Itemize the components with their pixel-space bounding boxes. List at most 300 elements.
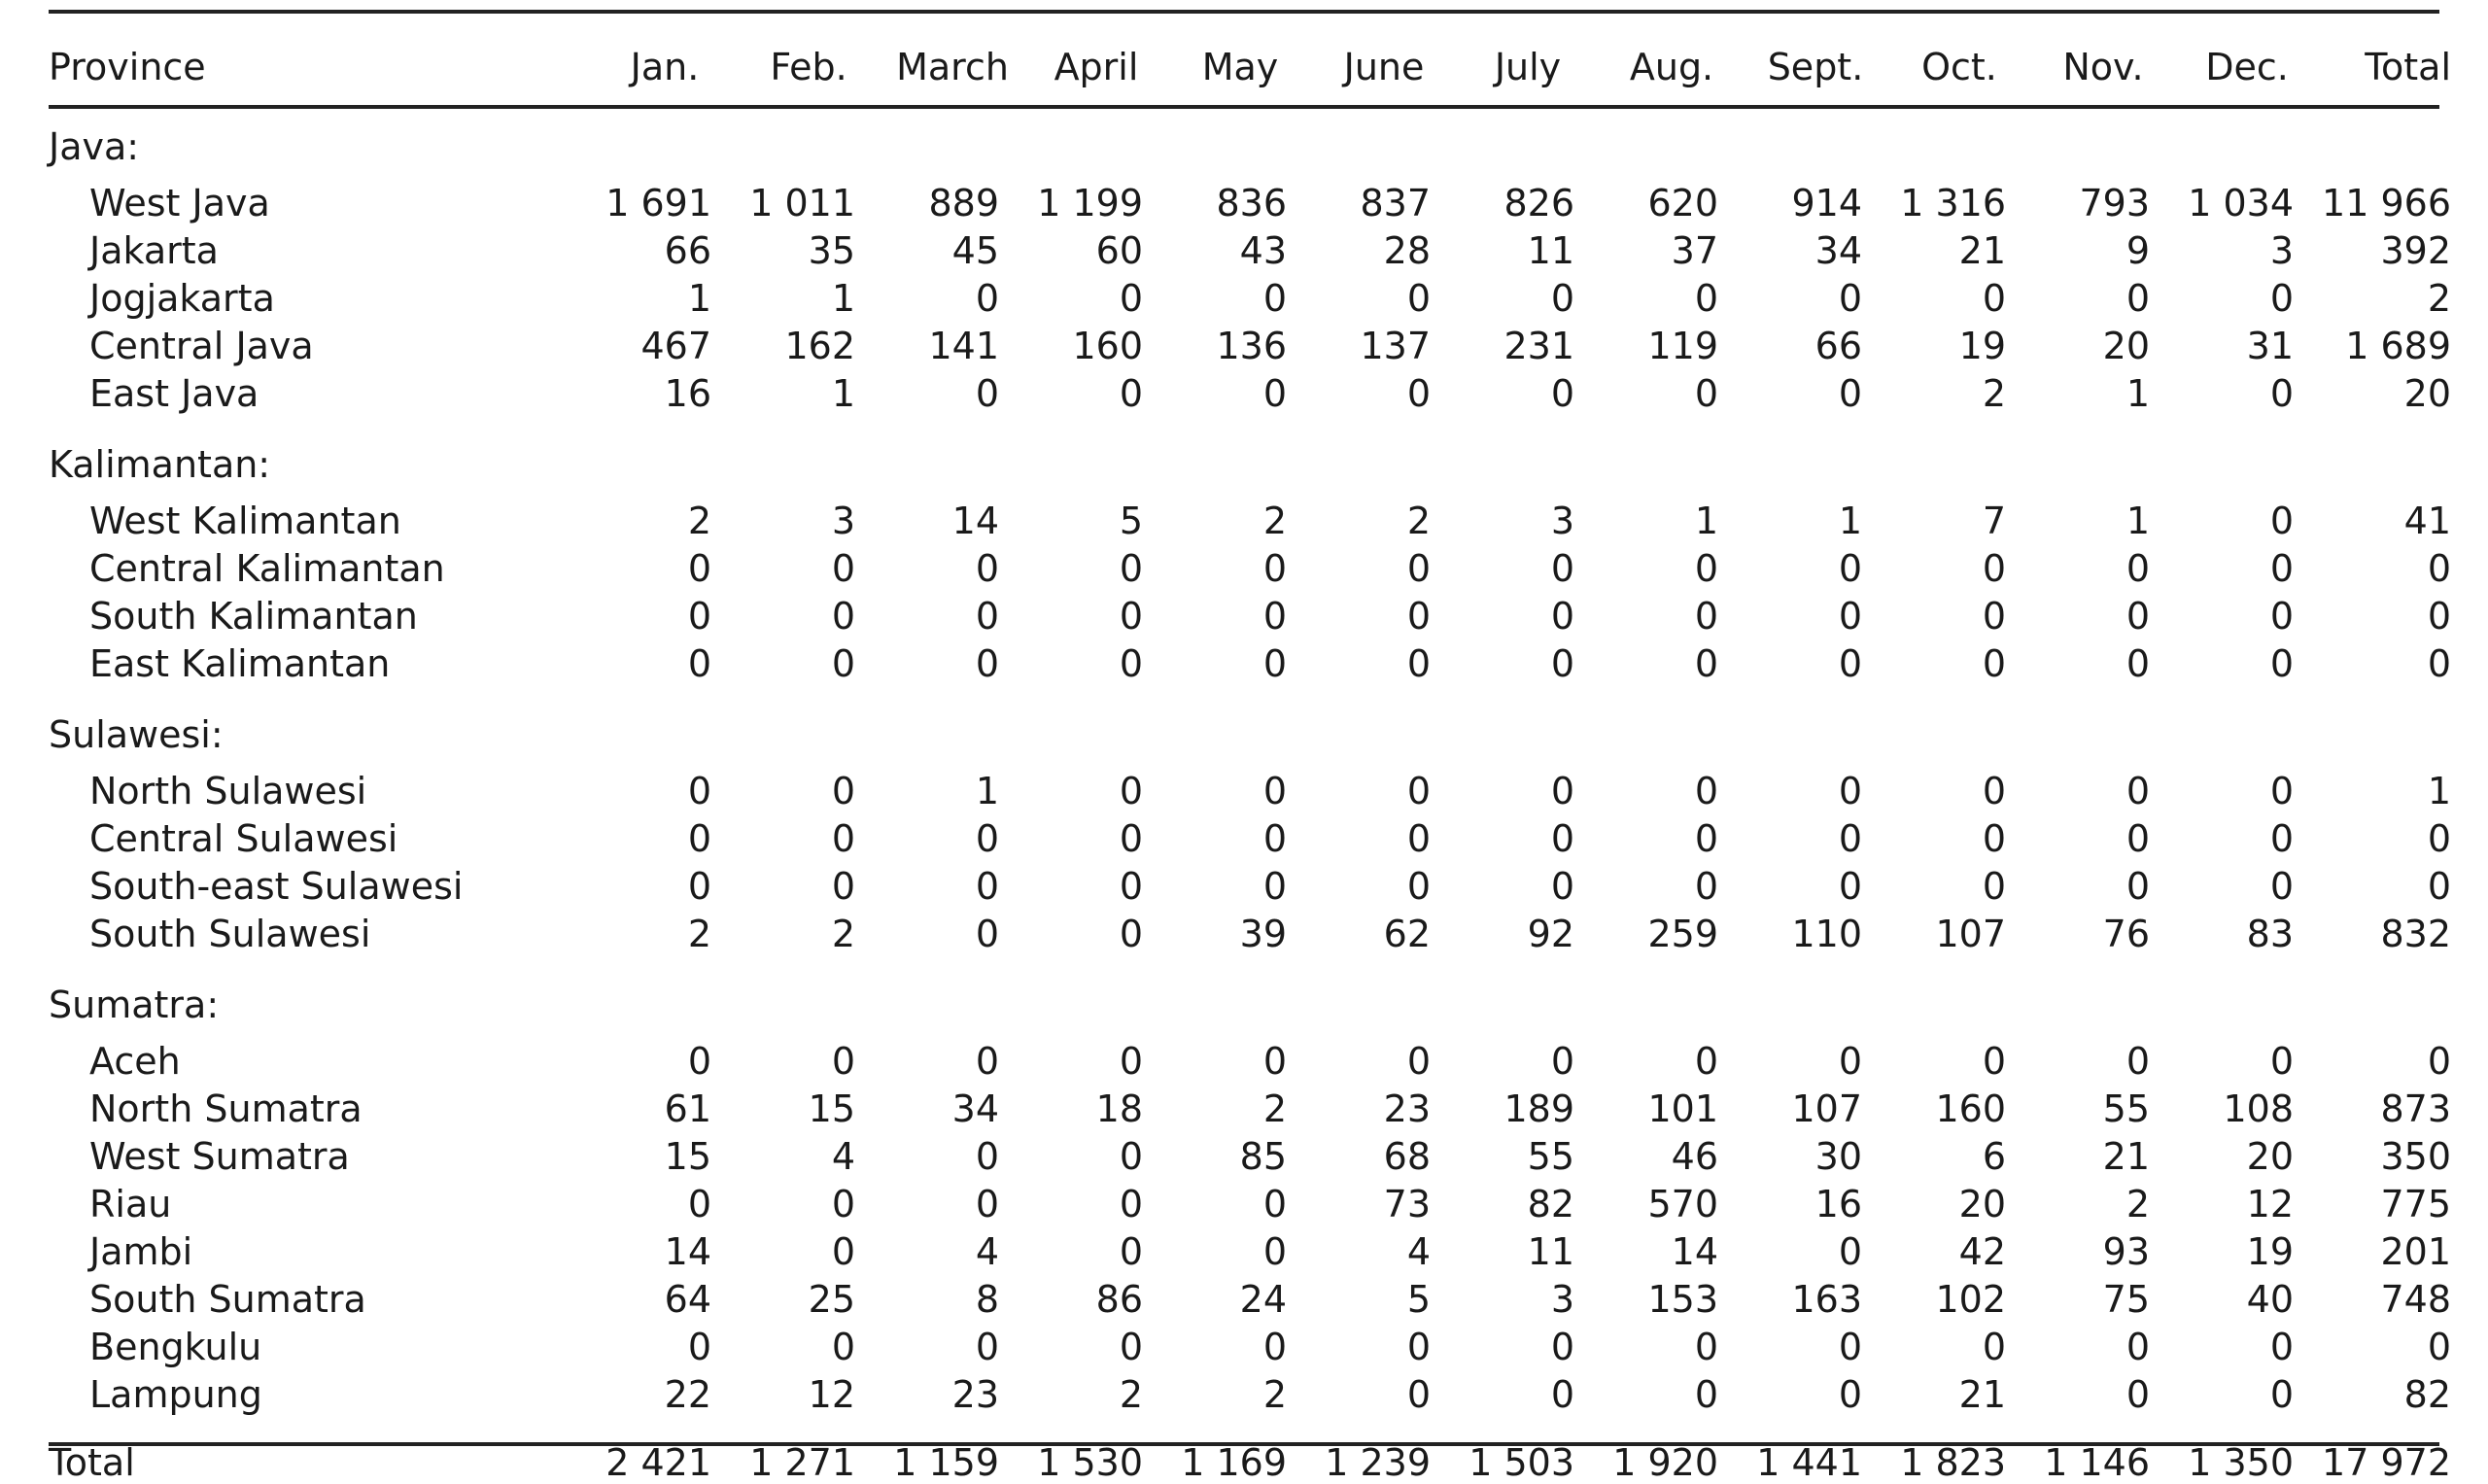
table-row — [49, 1178, 2461, 1225]
month-value-cell: 0 — [1550, 1326, 1574, 1368]
month-value-cell: 0 — [1119, 547, 1143, 590]
province-monthly-table — [49, 29, 2461, 1484]
month-value-cell: 889 — [928, 182, 999, 224]
row-total-cell: 1 689 — [2345, 325, 2451, 367]
month-value-cell: 0 — [1982, 595, 2006, 638]
column-header: Sept. — [1767, 46, 1864, 88]
month-value-cell: 2 — [1406, 500, 1431, 542]
table-sheet — [49, 10, 2451, 1484]
column-header: March — [896, 46, 1009, 88]
month-value-cell: 60 — [1095, 229, 1143, 272]
month-value-cell: 0 — [1119, 770, 1143, 812]
region-label: Java: — [49, 125, 140, 168]
column-header: June — [1343, 46, 1425, 88]
month-value-cell: 0 — [2269, 277, 2294, 320]
month-value-cell: 0 — [687, 547, 711, 590]
month-value-cell: 66 — [1814, 325, 1862, 367]
month-value-cell: 1 — [1838, 500, 1862, 542]
row-total-cell: 0 — [2427, 595, 2451, 638]
month-value-cell: 23 — [1383, 1087, 1431, 1130]
province-name: North Sumatra — [89, 1087, 363, 1130]
month-value-cell: 66 — [664, 229, 711, 272]
month-value-cell: 43 — [1239, 229, 1287, 272]
month-value-cell: 0 — [2125, 817, 2150, 860]
month-value-cell: 14 — [951, 500, 999, 542]
month-value-cell: 2 — [687, 500, 711, 542]
month-value-cell: 108 — [2223, 1087, 2294, 1130]
month-value-cell: 0 — [1982, 817, 2006, 860]
month-value-cell: 1 — [2125, 372, 2150, 415]
month-value-cell: 1 — [2125, 500, 2150, 542]
month-value-cell: 34 — [951, 1087, 999, 1130]
month-value-cell: 0 — [1119, 1040, 1143, 1083]
month-value-cell: 4 — [831, 1135, 855, 1178]
row-total-cell: 350 — [2380, 1135, 2451, 1178]
region-group-row — [49, 703, 2461, 756]
month-value-cell: 2 — [1119, 1373, 1143, 1416]
month-value-cell: 0 — [1406, 547, 1431, 590]
month-value-cell: 1 011 — [749, 182, 855, 224]
month-value-cell: 0 — [1262, 547, 1287, 590]
month-value-cell: 0 — [1694, 817, 1718, 860]
month-value-cell: 0 — [1550, 547, 1574, 590]
month-value-cell: 467 — [640, 325, 711, 367]
month-value-cell: 0 — [1119, 1326, 1143, 1368]
month-value-cell: 0 — [1550, 865, 1574, 908]
month-value-cell: 0 — [1550, 642, 1574, 685]
row-total-cell: 201 — [2380, 1230, 2451, 1273]
month-value-cell: 0 — [1982, 865, 2006, 908]
month-value-cell: 0 — [831, 547, 855, 590]
month-value-cell: 826 — [1503, 182, 1574, 224]
month-value-cell: 0 — [975, 1326, 999, 1368]
table-row — [49, 1083, 2461, 1130]
month-value-cell: 3 — [1550, 500, 1574, 542]
month-value-cell: 0 — [1982, 277, 2006, 320]
table-row — [49, 812, 2461, 860]
province-name: South-east Sulawesi — [89, 865, 464, 908]
column-header: April — [1054, 46, 1139, 88]
table-row — [49, 224, 2461, 272]
month-value-cell: 0 — [1838, 642, 1862, 685]
month-value-cell: 0 — [1119, 817, 1143, 860]
month-value-cell: 0 — [1694, 642, 1718, 685]
province-name: East Kalimantan — [89, 642, 391, 685]
month-value-cell: 21 — [2102, 1135, 2150, 1178]
month-value-cell: 62 — [1383, 913, 1431, 955]
month-value-cell: 0 — [1119, 1183, 1143, 1225]
province-name: North Sulawesi — [89, 770, 367, 812]
month-value-cell: 3 — [831, 500, 855, 542]
month-value-cell: 0 — [1406, 1040, 1431, 1083]
month-value-cell: 0 — [1694, 865, 1718, 908]
month-value-cell: 6 — [1982, 1135, 2006, 1178]
month-value-cell: 0 — [1982, 642, 2006, 685]
month-value-cell: 0 — [831, 1230, 855, 1273]
month-value-cell: 0 — [1694, 1373, 1718, 1416]
month-value-cell: 107 — [1791, 1087, 1862, 1130]
row-total-cell: 0 — [2427, 547, 2451, 590]
province-name: West Java — [89, 182, 270, 224]
month-value-cell: 0 — [1982, 1040, 2006, 1083]
month-value-cell: 0 — [1838, 1230, 1862, 1273]
province-name: East Java — [89, 372, 259, 415]
month-value-cell: 1 350 — [2188, 1441, 2294, 1484]
month-value-cell: 0 — [687, 865, 711, 908]
month-value-cell: 16 — [1814, 1183, 1862, 1225]
month-value-cell: 0 — [1119, 372, 1143, 415]
month-value-cell: 0 — [975, 547, 999, 590]
province-name: Central Java — [89, 325, 314, 367]
month-value-cell: 21 — [1958, 1373, 2006, 1416]
month-value-cell: 73 — [1383, 1183, 1431, 1225]
month-value-cell: 0 — [1694, 770, 1718, 812]
month-value-cell: 0 — [975, 277, 999, 320]
row-total-cell: 748 — [2380, 1278, 2451, 1321]
month-value-cell: 2 — [687, 913, 711, 955]
month-value-cell: 0 — [1406, 1326, 1431, 1368]
month-value-cell: 0 — [1838, 1326, 1862, 1368]
month-value-cell: 0 — [1262, 1040, 1287, 1083]
month-value-cell: 0 — [1982, 547, 2006, 590]
month-value-cell: 0 — [687, 642, 711, 685]
month-value-cell: 0 — [831, 865, 855, 908]
month-value-cell: 0 — [1262, 595, 1287, 638]
region-label: Sulawesi: — [49, 713, 224, 756]
month-value-cell: 107 — [1935, 913, 2006, 955]
month-value-cell: 4 — [1406, 1230, 1431, 1273]
province-name: Riau — [89, 1183, 172, 1225]
month-value-cell: 0 — [1406, 595, 1431, 638]
column-header: Aug. — [1629, 46, 1714, 88]
row-total-cell: 2 — [2427, 277, 2451, 320]
table-row — [49, 1026, 2461, 1083]
month-value-cell: 0 — [831, 1040, 855, 1083]
month-value-cell: 1 503 — [1469, 1441, 1574, 1484]
month-value-cell: 42 — [1958, 1230, 2006, 1273]
month-value-cell: 1 146 — [2044, 1441, 2150, 1484]
row-total-cell: 832 — [2380, 913, 2451, 955]
month-value-cell: 64 — [664, 1278, 711, 1321]
province-name: Central Sulawesi — [89, 817, 398, 860]
top-rule — [49, 10, 2439, 14]
month-value-cell: 0 — [1262, 817, 1287, 860]
month-value-cell: 0 — [831, 595, 855, 638]
column-header: July — [1494, 46, 1562, 88]
month-value-cell: 0 — [1838, 277, 1862, 320]
column-header: Dec. — [2205, 46, 2289, 88]
month-value-cell: 0 — [1262, 865, 1287, 908]
month-value-cell: 34 — [1814, 229, 1862, 272]
month-value-cell: 0 — [1838, 595, 1862, 638]
table-row — [49, 1130, 2461, 1178]
province-name: South Sumatra — [89, 1278, 366, 1321]
month-value-cell: 0 — [687, 770, 711, 812]
month-value-cell: 620 — [1647, 182, 1718, 224]
month-value-cell: 55 — [2102, 1087, 2150, 1130]
month-value-cell: 0 — [831, 642, 855, 685]
table-row — [49, 542, 2461, 590]
header-row — [49, 29, 2461, 115]
province-name: Aceh — [89, 1040, 181, 1083]
province-name: West Kalimantan — [89, 500, 401, 542]
region-group-row — [49, 432, 2461, 486]
month-value-cell: 101 — [1647, 1087, 1718, 1130]
month-value-cell: 837 — [1360, 182, 1431, 224]
month-value-cell: 0 — [1119, 1230, 1143, 1273]
month-value-cell: 2 — [1262, 1087, 1287, 1130]
month-value-cell: 2 421 — [605, 1441, 711, 1484]
month-value-cell: 0 — [1694, 1040, 1718, 1083]
month-value-cell: 31 — [2246, 325, 2294, 367]
month-value-cell: 793 — [2079, 182, 2150, 224]
table-row — [49, 1273, 2461, 1321]
month-value-cell: 1 — [975, 770, 999, 812]
column-header: Total — [2365, 46, 2451, 88]
month-value-cell: 0 — [2269, 595, 2294, 638]
month-value-cell: 0 — [2269, 500, 2294, 542]
month-value-cell: 0 — [1406, 817, 1431, 860]
month-value-cell: 0 — [1694, 547, 1718, 590]
month-value-cell: 0 — [2269, 547, 2294, 590]
month-value-cell: 40 — [2246, 1278, 2294, 1321]
month-value-cell: 1 530 — [1037, 1441, 1143, 1484]
row-total-cell: 0 — [2427, 865, 2451, 908]
table-row — [49, 168, 2461, 224]
month-value-cell: 0 — [1406, 865, 1431, 908]
month-value-cell: 0 — [687, 1040, 711, 1083]
row-total-cell: 17 972 — [2322, 1441, 2451, 1484]
month-value-cell: 110 — [1791, 913, 1862, 955]
month-value-cell: 1 920 — [1612, 1441, 1718, 1484]
region-label: Sumatra: — [49, 984, 220, 1026]
month-value-cell: 15 — [808, 1087, 855, 1130]
month-value-cell: 0 — [1982, 1326, 2006, 1368]
month-value-cell: 0 — [1838, 372, 1862, 415]
month-value-cell: 141 — [928, 325, 999, 367]
month-value-cell: 1 — [1694, 500, 1718, 542]
month-value-cell: 0 — [2125, 642, 2150, 685]
month-value-cell: 160 — [1935, 1087, 2006, 1130]
table-row — [49, 638, 2461, 685]
month-value-cell: 93 — [2102, 1230, 2150, 1273]
month-value-cell: 0 — [1406, 277, 1431, 320]
month-value-cell: 0 — [2269, 1040, 2294, 1083]
month-value-cell: 12 — [808, 1373, 855, 1416]
month-value-cell: 0 — [687, 817, 711, 860]
month-value-cell: 0 — [1262, 1230, 1287, 1273]
province-name: South Kalimantan — [89, 595, 418, 638]
row-total-cell: 11 966 — [2322, 182, 2451, 224]
month-value-cell: 0 — [1262, 1183, 1287, 1225]
table-row — [49, 1321, 2461, 1368]
month-value-cell: 259 — [1647, 913, 1718, 955]
column-header: May — [1201, 46, 1279, 88]
month-value-cell: 0 — [1550, 817, 1574, 860]
month-value-cell: 1 034 — [2188, 182, 2294, 224]
month-value-cell: 82 — [1527, 1183, 1574, 1225]
month-value-cell: 37 — [1671, 229, 1718, 272]
month-value-cell: 86 — [1095, 1278, 1143, 1321]
row-total-cell: 20 — [2403, 372, 2451, 415]
month-value-cell: 22 — [664, 1373, 711, 1416]
month-value-cell: 0 — [1406, 642, 1431, 685]
month-value-cell: 1 199 — [1037, 182, 1143, 224]
month-value-cell: 0 — [975, 1135, 999, 1178]
month-value-cell: 55 — [1527, 1135, 1574, 1178]
row-total-cell: 1 — [2427, 770, 2451, 812]
month-value-cell: 0 — [2269, 817, 2294, 860]
month-value-cell: 0 — [831, 817, 855, 860]
month-value-cell: 570 — [1647, 1183, 1718, 1225]
month-value-cell: 0 — [1694, 1326, 1718, 1368]
month-value-cell: 0 — [1262, 277, 1287, 320]
month-value-cell: 2 — [831, 913, 855, 955]
month-value-cell: 0 — [1694, 277, 1718, 320]
table-row — [49, 320, 2461, 367]
month-value-cell: 2 — [2125, 1183, 2150, 1225]
month-value-cell: 3 — [2269, 229, 2294, 272]
month-value-cell: 0 — [687, 1183, 711, 1225]
month-value-cell: 153 — [1647, 1278, 1718, 1321]
row-total-cell: 41 — [2403, 500, 2451, 542]
total-row — [49, 1416, 2461, 1484]
month-value-cell: 0 — [1838, 817, 1862, 860]
month-value-cell: 119 — [1647, 325, 1718, 367]
month-value-cell: 14 — [664, 1230, 711, 1273]
month-value-cell: 25 — [808, 1278, 855, 1321]
month-value-cell: 0 — [2125, 1373, 2150, 1416]
province-name: Jogjakarta — [89, 277, 275, 320]
month-value-cell: 0 — [1262, 770, 1287, 812]
month-value-cell: 162 — [784, 325, 855, 367]
month-value-cell: 45 — [951, 229, 999, 272]
month-value-cell: 0 — [1119, 1135, 1143, 1178]
month-value-cell: 11 — [1527, 1230, 1574, 1273]
month-value-cell: 0 — [1838, 770, 1862, 812]
month-value-cell: 19 — [2246, 1230, 2294, 1273]
month-value-cell: 0 — [1838, 865, 1862, 908]
month-value-cell: 85 — [1239, 1135, 1287, 1178]
month-value-cell: 0 — [975, 865, 999, 908]
table-row — [49, 756, 2461, 812]
month-value-cell: 1 — [687, 277, 711, 320]
month-value-cell: 75 — [2102, 1278, 2150, 1321]
month-value-cell: 0 — [975, 1040, 999, 1083]
month-value-cell: 0 — [1550, 372, 1574, 415]
month-value-cell: 0 — [1406, 372, 1431, 415]
month-value-cell: 2 — [1982, 372, 2006, 415]
column-header: Feb. — [770, 46, 847, 88]
month-value-cell: 0 — [1550, 770, 1574, 812]
month-value-cell: 24 — [1239, 1278, 1287, 1321]
month-value-cell: 0 — [2269, 865, 2294, 908]
month-value-cell: 23 — [951, 1373, 999, 1416]
row-total-cell: 0 — [2427, 642, 2451, 685]
table-body — [49, 115, 2461, 1484]
province-name: Jakarta — [89, 229, 219, 272]
month-value-cell: 160 — [1072, 325, 1143, 367]
month-value-cell: 0 — [687, 595, 711, 638]
month-value-cell: 0 — [2125, 595, 2150, 638]
province-name: Central Kalimantan — [89, 547, 445, 590]
month-value-cell: 19 — [1958, 325, 2006, 367]
month-value-cell: 0 — [2125, 277, 2150, 320]
table-row — [49, 1225, 2461, 1273]
month-value-cell: 0 — [2125, 865, 2150, 908]
month-value-cell: 0 — [2269, 1326, 2294, 1368]
month-value-cell: 0 — [2269, 1373, 2294, 1416]
month-value-cell: 68 — [1383, 1135, 1431, 1178]
month-value-cell: 836 — [1216, 182, 1287, 224]
month-value-cell: 76 — [2102, 913, 2150, 955]
month-value-cell: 0 — [1838, 547, 1862, 590]
month-value-cell: 5 — [1406, 1278, 1431, 1321]
month-value-cell: 1 159 — [893, 1441, 999, 1484]
month-value-cell: 0 — [1982, 770, 2006, 812]
column-header: Oct. — [1921, 46, 1997, 88]
month-value-cell: 914 — [1791, 182, 1862, 224]
month-value-cell: 83 — [2246, 913, 2294, 955]
month-value-cell: 0 — [2269, 372, 2294, 415]
month-value-cell: 1 239 — [1325, 1441, 1431, 1484]
month-value-cell: 0 — [1262, 372, 1287, 415]
table-row — [49, 908, 2461, 955]
month-value-cell: 20 — [2246, 1135, 2294, 1178]
month-value-cell: 1 691 — [605, 182, 711, 224]
column-header: Jan. — [630, 46, 700, 88]
month-value-cell: 2 — [1262, 1373, 1287, 1416]
month-value-cell: 0 — [831, 1183, 855, 1225]
row-total-cell: 873 — [2380, 1087, 2451, 1130]
province-name: South Sulawesi — [89, 913, 371, 955]
month-value-cell: 0 — [2125, 547, 2150, 590]
month-value-cell: 0 — [975, 913, 999, 955]
month-value-cell: 0 — [2269, 642, 2294, 685]
month-value-cell: 20 — [1958, 1183, 2006, 1225]
month-value-cell: 2 — [1262, 500, 1287, 542]
region-group-row — [49, 973, 2461, 1026]
month-value-cell: 0 — [687, 1326, 711, 1368]
month-value-cell: 21 — [1958, 229, 2006, 272]
month-value-cell: 9 — [2125, 229, 2150, 272]
month-value-cell: 0 — [1550, 277, 1574, 320]
month-value-cell: 136 — [1216, 325, 1287, 367]
month-value-cell: 61 — [664, 1087, 711, 1130]
month-value-cell: 189 — [1503, 1087, 1574, 1130]
row-total-cell: 775 — [2380, 1183, 2451, 1225]
month-value-cell: 7 — [1982, 500, 2006, 542]
province-name: Jambi — [89, 1230, 193, 1273]
month-value-cell: 137 — [1360, 325, 1431, 367]
month-value-cell: 5 — [1119, 500, 1143, 542]
region-label: Kalimantan: — [49, 443, 271, 486]
month-value-cell: 4 — [975, 1230, 999, 1273]
month-value-cell: 1 316 — [1900, 182, 2006, 224]
month-value-cell: 0 — [2125, 770, 2150, 812]
month-value-cell: 1 823 — [1900, 1441, 2006, 1484]
month-value-cell: 0 — [1119, 865, 1143, 908]
month-value-cell: 0 — [1119, 642, 1143, 685]
month-value-cell: 0 — [2125, 1040, 2150, 1083]
province-name: Bengkulu — [89, 1326, 262, 1368]
month-value-cell: 30 — [1814, 1135, 1862, 1178]
month-value-cell: 0 — [2269, 770, 2294, 812]
month-value-cell: 0 — [1838, 1040, 1862, 1083]
table-row — [49, 1368, 2461, 1416]
month-value-cell: 11 — [1527, 229, 1574, 272]
province-name: West Sumatra — [89, 1135, 350, 1178]
